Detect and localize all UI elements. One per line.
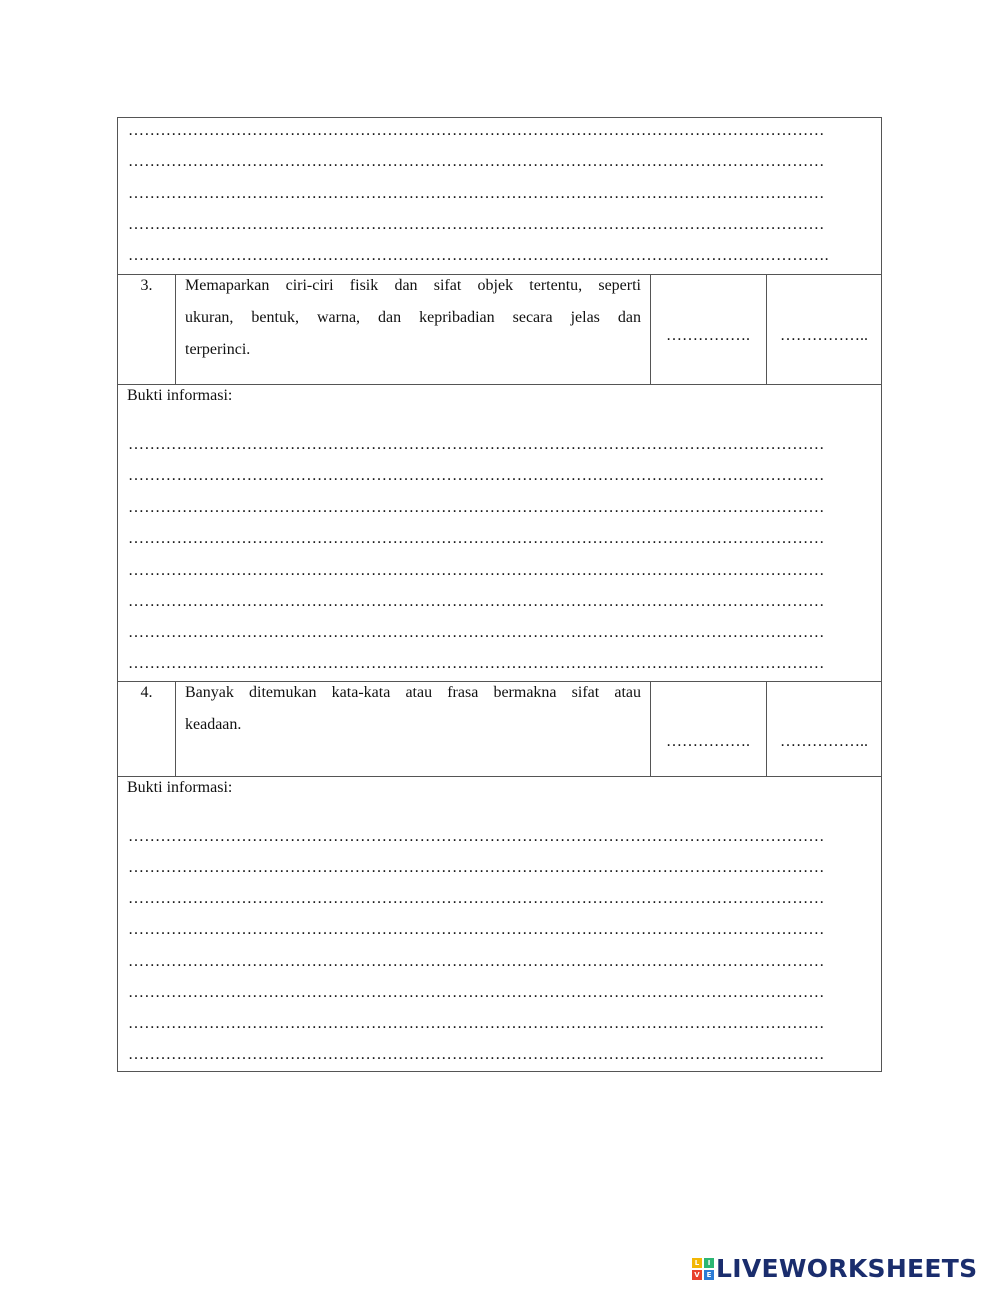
answer-line[interactable]: ………………………………………………………………………………………………………………… [128,122,825,139]
answer-line[interactable]: ………………………………………………………………………………………………………………… [128,984,825,1001]
answer-line[interactable]: ………………………………………………………………………………………………………………… [128,467,825,484]
column-divider [650,681,651,776]
item-number: 4. [140,684,153,701]
row-divider [118,384,881,385]
liveworksheets-logo-icon [692,1258,714,1280]
item-description-line: ukuran, bentuk, warna, dan kepribadian secara jelas dan [185,309,641,326]
answer-line[interactable]: ………………………………………………………………………………………………………………… [128,185,825,202]
answer-line[interactable]: ………………………………………………………………………………………………………………… [128,1015,825,1032]
answer-line[interactable]: ………………………………………………………………………………………………………………… [128,436,825,453]
item-description [185,270,641,366]
score-field-2[interactable]: …………….. [780,733,868,750]
answer-line[interactable]: ………………………………………………………………………………………………………………… [128,828,825,845]
logo-mark-tile: V [692,1270,702,1280]
item-description-line: keadaan. [185,716,242,733]
answer-line[interactable]: ………………………………………………………………………………………………………………… [128,153,825,170]
answer-line[interactable]: ………………………………………………………………………………………………………………… [128,921,825,938]
item-description-line: terperinci. [185,341,251,358]
item-number: 3. [140,277,153,294]
column-divider [175,681,176,776]
evidence-label: Bukti informasi: [127,387,233,404]
answer-line[interactable]: ………………………………………………………………………………………………………………… [128,953,825,970]
worksheet-table [117,117,882,1072]
answer-line[interactable]: ………………………………………………………………………………………………………………… [128,890,825,907]
score-field-1[interactable]: ……………. [666,327,750,344]
score-field-2[interactable]: …………….. [780,327,868,344]
logo-text: LIVEWORKSHEETS [716,1254,978,1283]
answer-line[interactable]: ………………………………………………………………………………………………………………… [128,216,825,233]
column-divider [175,274,176,384]
answer-line[interactable]: ………………………………………………………………………………………………………………… [128,593,825,610]
item-description [185,677,641,741]
row-divider [118,776,881,777]
logo-mark-tile: I [704,1258,714,1268]
answer-line[interactable]: ………………………………………………………………………………………………………………… [128,624,825,641]
score-field-1[interactable]: ……………. [666,733,750,750]
answer-line[interactable]: ………………………………………………………………………………………………………………… [128,859,825,876]
answer-line[interactable]: ………………………………………………………………………………………………………………… [128,655,825,672]
column-divider [766,681,767,776]
answer-line[interactable]: ………………………………………………………………………………………………………………… [128,1046,825,1063]
liveworksheets-logo [692,1256,977,1282]
answer-line[interactable]: ………………………………………………………………………………………………………………… [128,562,825,579]
answer-line[interactable]: …………………………………………………………………………………………………………………. [128,247,829,264]
answer-line[interactable]: ………………………………………………………………………………………………………………… [128,530,825,547]
item-description-line: Memaparkan ciri-ciri fisik dan sifat objek tertentu, seperti [185,277,641,294]
logo-mark-tile: E [704,1270,714,1280]
item-description-line: Banyak ditemukan kata-kata atau frasa bermakna sifat atau [185,684,641,701]
answer-line[interactable]: ………………………………………………………………………………………………………………… [128,499,825,516]
logo-mark-tile: L [692,1258,702,1268]
evidence-label: Bukti informasi: [127,779,233,796]
